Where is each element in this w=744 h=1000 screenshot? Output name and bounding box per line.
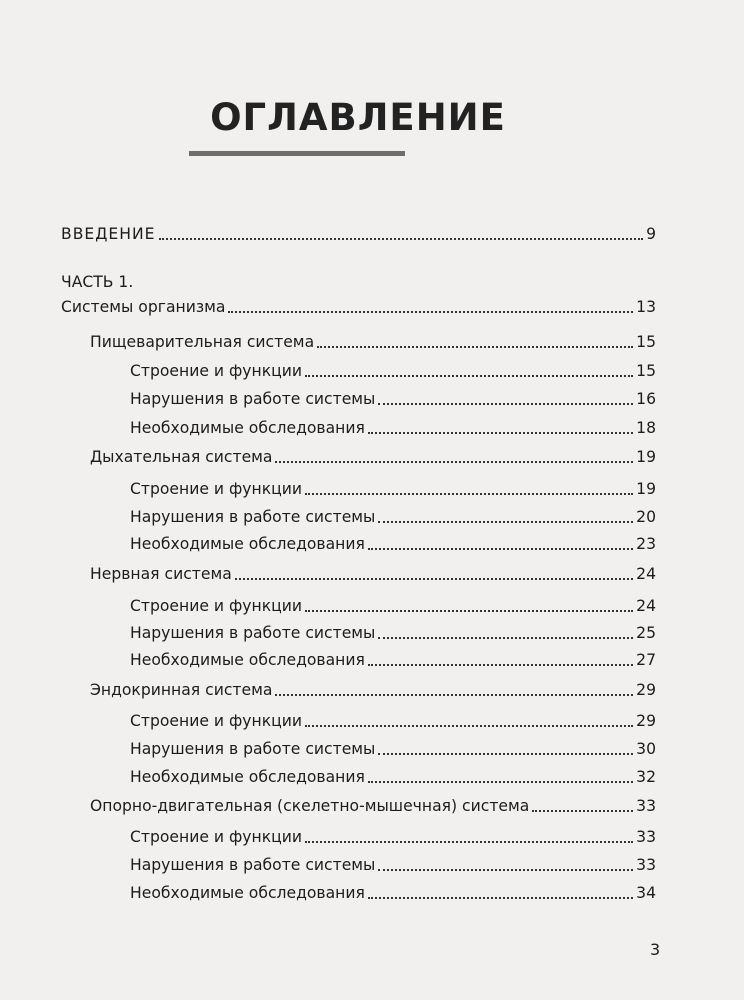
toc-entry-title: Строение и функции [130, 828, 303, 846]
toc-entry-subsection[interactable] [130, 503, 656, 527]
toc-entry-title: Строение и функции [130, 597, 303, 615]
toc-entry-title: Необходимые обследования [130, 768, 365, 786]
toc-entry-subsection[interactable] [130, 735, 656, 759]
toc-entry-title: Нарушения в работе системы [130, 390, 376, 408]
toc-entry-page: 15 [636, 333, 656, 351]
dot-leader [305, 725, 633, 727]
toc-entry-page: 30 [636, 740, 656, 758]
dot-leader [275, 461, 633, 463]
toc-entry-page: 13 [636, 298, 656, 316]
toc-entry-title: Необходимые обследования [130, 419, 365, 437]
toc-entry-page: 32 [636, 768, 656, 786]
toc-entry-subsection[interactable] [130, 879, 656, 903]
toc-entry-title: Необходимые обследования [130, 884, 365, 902]
toc-entry-page: 25 [636, 624, 656, 642]
toc-entry-title: Дыхательная система [90, 448, 273, 466]
dot-leader [305, 375, 633, 377]
dot-leader [275, 694, 633, 696]
toc-entry-system[interactable] [90, 560, 656, 584]
part-label: ЧАСТЬ 1. [61, 273, 134, 291]
toc-entry-subsection[interactable] [130, 707, 656, 731]
dot-leader [378, 637, 633, 639]
dot-leader [305, 610, 633, 612]
toc-entry-title: Необходимые обследования [130, 535, 365, 553]
dot-leader [305, 493, 633, 495]
toc-entry-title: Строение и функции [130, 362, 303, 380]
toc-entry-page: 34 [636, 884, 656, 902]
toc-entry-page: 33 [636, 828, 656, 846]
toc-entry-system[interactable] [90, 443, 656, 467]
dot-leader [378, 753, 633, 755]
toc-entry-system[interactable] [90, 676, 656, 700]
toc-entry-page: 20 [636, 508, 656, 526]
toc-entry-subsection[interactable] [130, 646, 656, 670]
dot-leader [378, 521, 633, 523]
toc-entry-subsection[interactable] [130, 763, 656, 787]
toc-entry-title: Необходимые обследования [130, 651, 365, 669]
dot-leader [228, 311, 633, 313]
dot-leader [368, 548, 633, 550]
toc-entry-title: Нарушения в работе системы [130, 624, 376, 642]
toc-entry-title: Строение и функции [130, 712, 303, 730]
dot-leader [235, 578, 633, 580]
toc-entry-page: 24 [636, 565, 656, 583]
toc-entry-subsection[interactable] [130, 592, 656, 616]
toc-entry-page: 33 [636, 856, 656, 874]
toc-entry-part-heading[interactable] [61, 293, 656, 317]
toc-entry-page: 16 [636, 390, 656, 408]
toc-entry-subsection[interactable] [130, 414, 656, 438]
toc-entry-subsection[interactable] [130, 530, 656, 554]
toc-entry-page: 18 [636, 419, 656, 437]
toc-entry-system[interactable] [90, 328, 656, 352]
toc-entry-subsection[interactable] [130, 357, 656, 381]
dot-leader [317, 346, 633, 348]
toc-entry-title: Системы организма [61, 298, 226, 316]
toc-entry-page: 27 [636, 651, 656, 669]
toc-entry-system[interactable] [90, 792, 656, 816]
toc-entry-subsection[interactable] [130, 851, 656, 875]
toc-entry-title: Нарушения в работе системы [130, 508, 376, 526]
toc-entry-title: Эндокринная система [90, 681, 273, 699]
toc-entry-title: Опорно-двигательная (скелетно-мышечная) система [90, 797, 530, 815]
dot-leader [368, 432, 633, 434]
toc-entry-page: 9 [646, 225, 656, 243]
toc-entry-title: Пищеварительная система [90, 333, 315, 351]
dot-leader [378, 403, 633, 405]
toc-entry-title: Нарушения в работе системы [130, 740, 376, 758]
toc-entry-subsection[interactable] [130, 619, 656, 643]
dot-leader [532, 810, 633, 812]
toc-entry-subsection[interactable] [130, 823, 656, 847]
toc-entry-page: 19 [636, 480, 656, 498]
dot-leader [368, 897, 633, 899]
page-title: ОГЛАВЛЕНИЕ [210, 96, 506, 139]
toc-entry-title: ВВЕДЕНИЕ [61, 225, 156, 243]
toc-entry-page: 23 [636, 535, 656, 553]
toc-entry-page: 33 [636, 797, 656, 815]
dot-leader [159, 238, 644, 240]
dot-leader [368, 781, 633, 783]
toc-entry-page: 19 [636, 448, 656, 466]
dot-leader [368, 664, 633, 666]
toc-entry-subsection[interactable] [130, 385, 656, 409]
toc-entry-title: Строение и функции [130, 480, 303, 498]
title-underline [189, 151, 405, 156]
toc-entry-page: 29 [636, 681, 656, 699]
toc-entry-introduction[interactable] [61, 220, 656, 244]
toc-entry-page: 24 [636, 597, 656, 615]
page-number: 3 [650, 940, 661, 959]
toc-entry-page: 15 [636, 362, 656, 380]
dot-leader [305, 841, 633, 843]
toc-entry-page: 29 [636, 712, 656, 730]
dot-leader [378, 869, 633, 871]
toc-entry-title: Нарушения в работе системы [130, 856, 376, 874]
toc-entry-subsection[interactable] [130, 475, 656, 499]
toc-entry-title: Нервная система [90, 565, 232, 583]
